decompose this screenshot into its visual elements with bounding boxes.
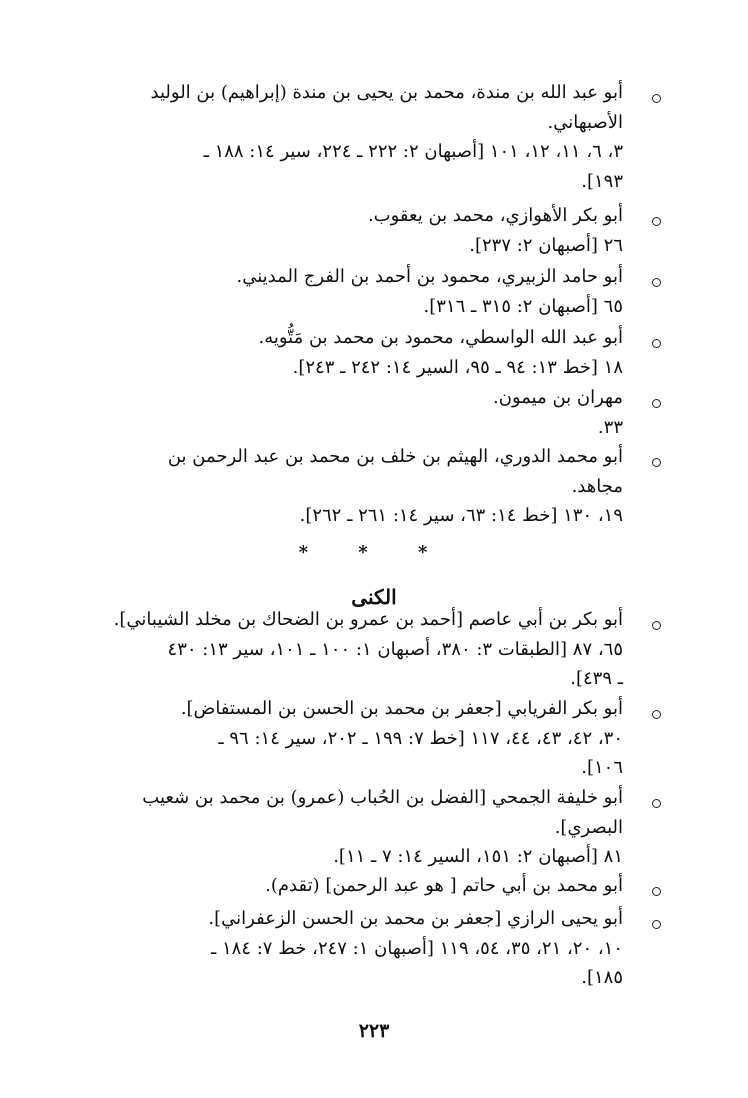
entry-name: أبو حامد الزبيري، محمود بن أحمد بن الفرج المديني. bbox=[236, 266, 623, 287]
entry-line: ٣، ٦، ١١، ١٢، ١٠١ [أصبهان ٢: ٢٢٢ ـ ٢٢٤، سير ١٤: ١٨٨ ـ bbox=[203, 141, 623, 162]
entry-line: ٣٠، ٤٢، ٤٣، ٤٤، ١١٧ [خط ٧: ١٩٩ ـ ٢٠٢، سير ١٤: ٩٦ ـ bbox=[218, 727, 623, 749]
entry-name: أبو محمد الدوري، الهيثم بن خلف بن محمد بن عبد الرحمن بن bbox=[167, 446, 623, 467]
bullet-icon bbox=[652, 799, 661, 808]
bullet-icon bbox=[652, 458, 661, 467]
section-separator: * * * bbox=[298, 542, 450, 563]
bullet-icon bbox=[652, 621, 661, 630]
entry-line: ١٩٣]. bbox=[581, 170, 623, 192]
entry-line: ٨١ [أصبهان ٢: ١٥١، السير ١٤: ٧ ـ ١١]. bbox=[333, 846, 623, 867]
section-heading: الكنى bbox=[351, 585, 397, 609]
entry-line: ١٨ [خط ١٣: ٩٤ ـ ٩٥، السير ١٤: ٢٤٢ ـ ٢٤٣]. bbox=[292, 356, 623, 378]
bullet-icon bbox=[652, 278, 661, 287]
bullet-icon bbox=[652, 399, 661, 408]
entry-line: ١٠، ٢٠، ٢١، ٣٥، ٥٤، ١١٩ [أصبهان ١: ٢٤٧، خط ٧: ١٨٤ ـ bbox=[210, 937, 623, 959]
bullet-icon bbox=[652, 94, 661, 103]
entry-line: مجاهد. bbox=[571, 475, 623, 497]
bullet-icon bbox=[652, 920, 661, 929]
entry-line: ١٩، ١٣٠ [خط ١٤: ٦٣، سير ١٤: ٢٦١ ـ ٢٦٢]. bbox=[299, 505, 623, 526]
entry-line: البصري]. bbox=[554, 816, 623, 838]
entry-name: أبو عبد الله الواسطي، محمود بن محمد بن مَتُّويه. bbox=[258, 327, 623, 348]
bullet-icon bbox=[652, 710, 661, 719]
entry-line: ـ ٤٣٩]. bbox=[570, 668, 623, 689]
entry-line: ٦٥ [أصبهان ٢: ٣١٥ ـ ٣١٦]. bbox=[423, 295, 623, 317]
entry-name: أبو خليفة الجمحي [الفضل بن الحُباب (عمرو) بن محمد بن شعيب bbox=[142, 787, 623, 808]
bullet-icon bbox=[652, 217, 661, 226]
entry-line: ١٠٦]. bbox=[581, 757, 623, 778]
entry-name: أبو يحيى الرازي [جعفر بن محمد بن الحسن الزعفراني]. bbox=[208, 908, 623, 929]
entry-name: أبو بكر الفريابي [جعفر بن محمد بن الحسن بن المستفاض]. bbox=[180, 698, 623, 719]
entry-line: ٦٥، ٨٧ [الطبقات ٣: ٣٨٠، أصبهان ١: ١٠٠ ـ ١٠١، سير ١٣: ٤٣٠ bbox=[167, 638, 623, 660]
bullet-icon bbox=[652, 887, 661, 896]
entry-line: ٢٦ [أصبهان ٢: ٢٣٧]. bbox=[469, 234, 623, 256]
entry-name: أبو محمد بن أبي حاتم [ هو عبد الرحمن] (تقدم). bbox=[265, 875, 623, 896]
entry-line: الأصبهاني. bbox=[547, 111, 623, 133]
entry-name: أبو بكر بن أبي عاصم [أحمد بن عمرو بن الضحاك بن مخلد الشيباني]. bbox=[113, 609, 623, 630]
bullet-icon bbox=[652, 339, 661, 348]
entry-line: ٣٣. bbox=[597, 416, 623, 438]
entry-line: ١٨٥]. bbox=[581, 967, 623, 988]
entry-name: مهران بن ميمون. bbox=[493, 387, 623, 408]
entry-name: أبو عبد الله بن مندة، محمد بن يحيى بن مندة (إبراهيم) بن الوليد bbox=[150, 82, 623, 103]
page-number: ٢٢٣ bbox=[358, 1020, 390, 1042]
entry-name: أبو بكر الأهوازي، محمد بن يعقوب. bbox=[367, 205, 623, 226]
